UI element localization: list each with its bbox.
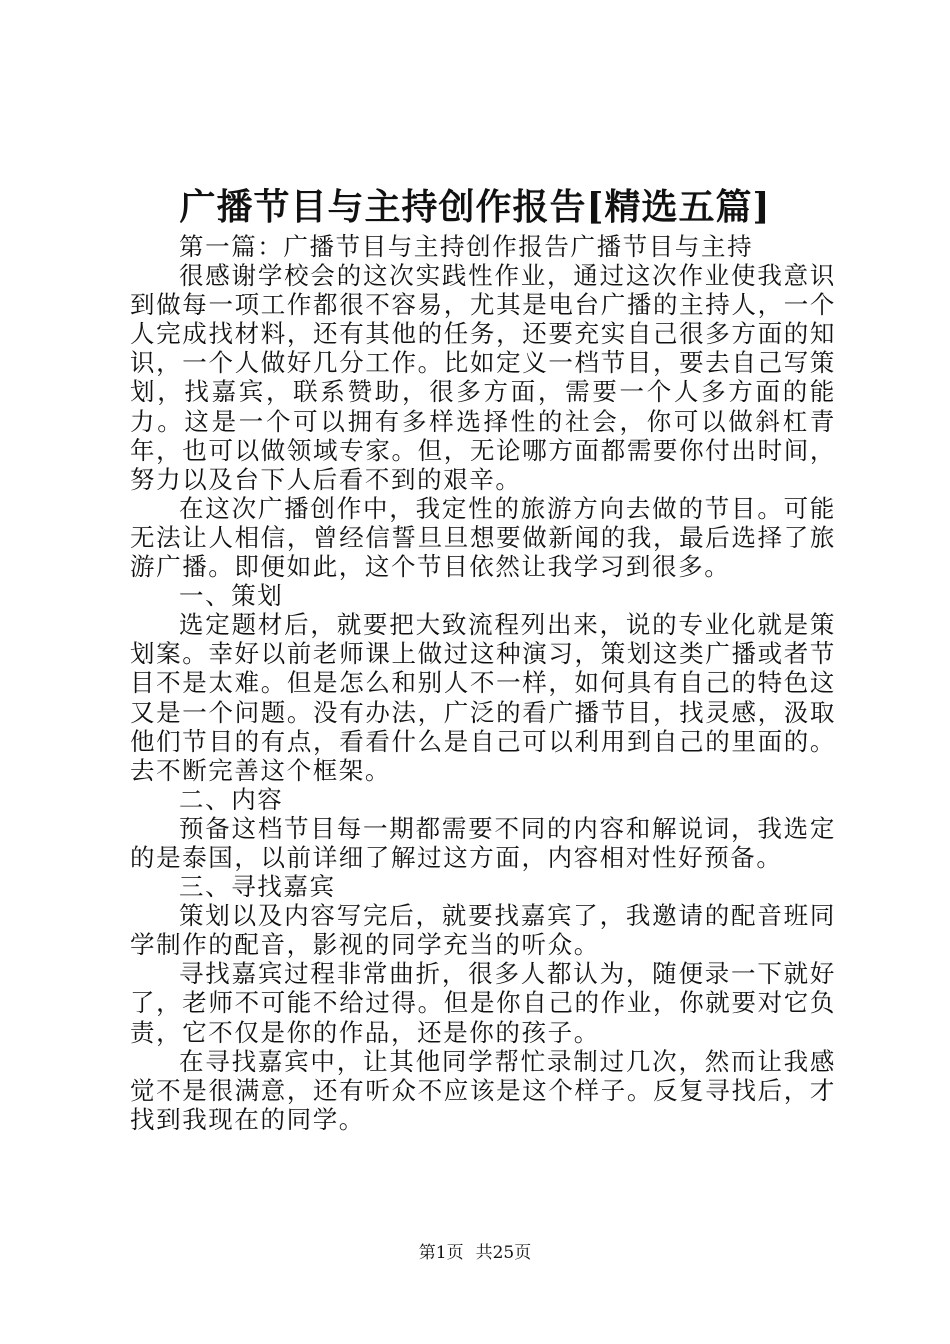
section-heading-planning: 一、策划 <box>179 581 284 611</box>
section-heading-content: 二、内容 <box>179 784 284 814</box>
paragraph: 很感谢学校会的这次实践性作业，通过这次作业使我意识到做每一项工作都很不容易，尤其是电台广播的主持人，一个人完成找材料，还有其他的任务，还要充实自己很多方面的知识，一个人做好几分工作。比如定义一档节目，要去自己写策划，找嘉宾，联系赞助，很多方面，需要一个人多方面的能力。这是一个可以拥有多样选择性的社会，你可以做斜杠青年，也可以做领域专家。但，无论哪方面都需要你付出时间，努力以及台下人后看不到的艰辛。 <box>130 261 836 494</box>
paragraph: 在寻找嘉宾中，让其他同学帮忙录制过几次，然而让我感觉不是很满意，还有听众不应该是这个样子。反复寻找后，才找到我现在的同学。 <box>130 1046 836 1134</box>
paragraph: 策划以及内容写完后，就要找嘉宾了，我邀请的配音班同学制作的配音，影视的同学充当的听众。 <box>130 901 836 960</box>
paragraph: 预备这档节目每一期都需要不同的内容和解说词，我选定的是泰国，以前详细了解过这方面，内容相对性好预备。 <box>130 813 836 872</box>
page-total: 共25页 <box>475 1243 532 1263</box>
paragraph: 寻找嘉宾过程非常曲折，很多人都认为，随便录一下就好了，老师不可能不给过得。但是你自己的作业，你就要对它负责，它不仅是你的作品，还是你的孩子。 <box>130 959 836 1047</box>
section-heading-part-one: 第一篇：广播节目与主持创作报告广播节目与主持 <box>179 232 754 261</box>
paragraph: 在这次广播创作中，我定性的旅游方向去做的节目。可能无法让人相信，曾经信誓旦旦想要做新闻的我，最后选择了旅游广播。即便如此，这个节目依然让我学习到很多。 <box>130 493 836 582</box>
page-footer <box>0 1241 950 1265</box>
section-heading-guests: 三、寻找嘉宾 <box>179 872 336 902</box>
document-title: 广播节目与主持创作报告[精选五篇] <box>179 186 771 228</box>
paragraph: 选定题材后，就要把大致流程列出来，说的专业化就是策划案。幸好以前老师课上做过这种演习，策划这类广播或者节目不是太难。但是怎么和别人不一样，如何具有自己的特色这又是一个问题。没有办法，广泛的看广播节目，找灵感，汲取他们节目的有点，看看什么是自己可以利用到自己的里面的。去不断完善这个框架。 <box>130 610 836 785</box>
page-number: 第1页 <box>418 1243 464 1263</box>
document-body <box>130 232 836 1134</box>
